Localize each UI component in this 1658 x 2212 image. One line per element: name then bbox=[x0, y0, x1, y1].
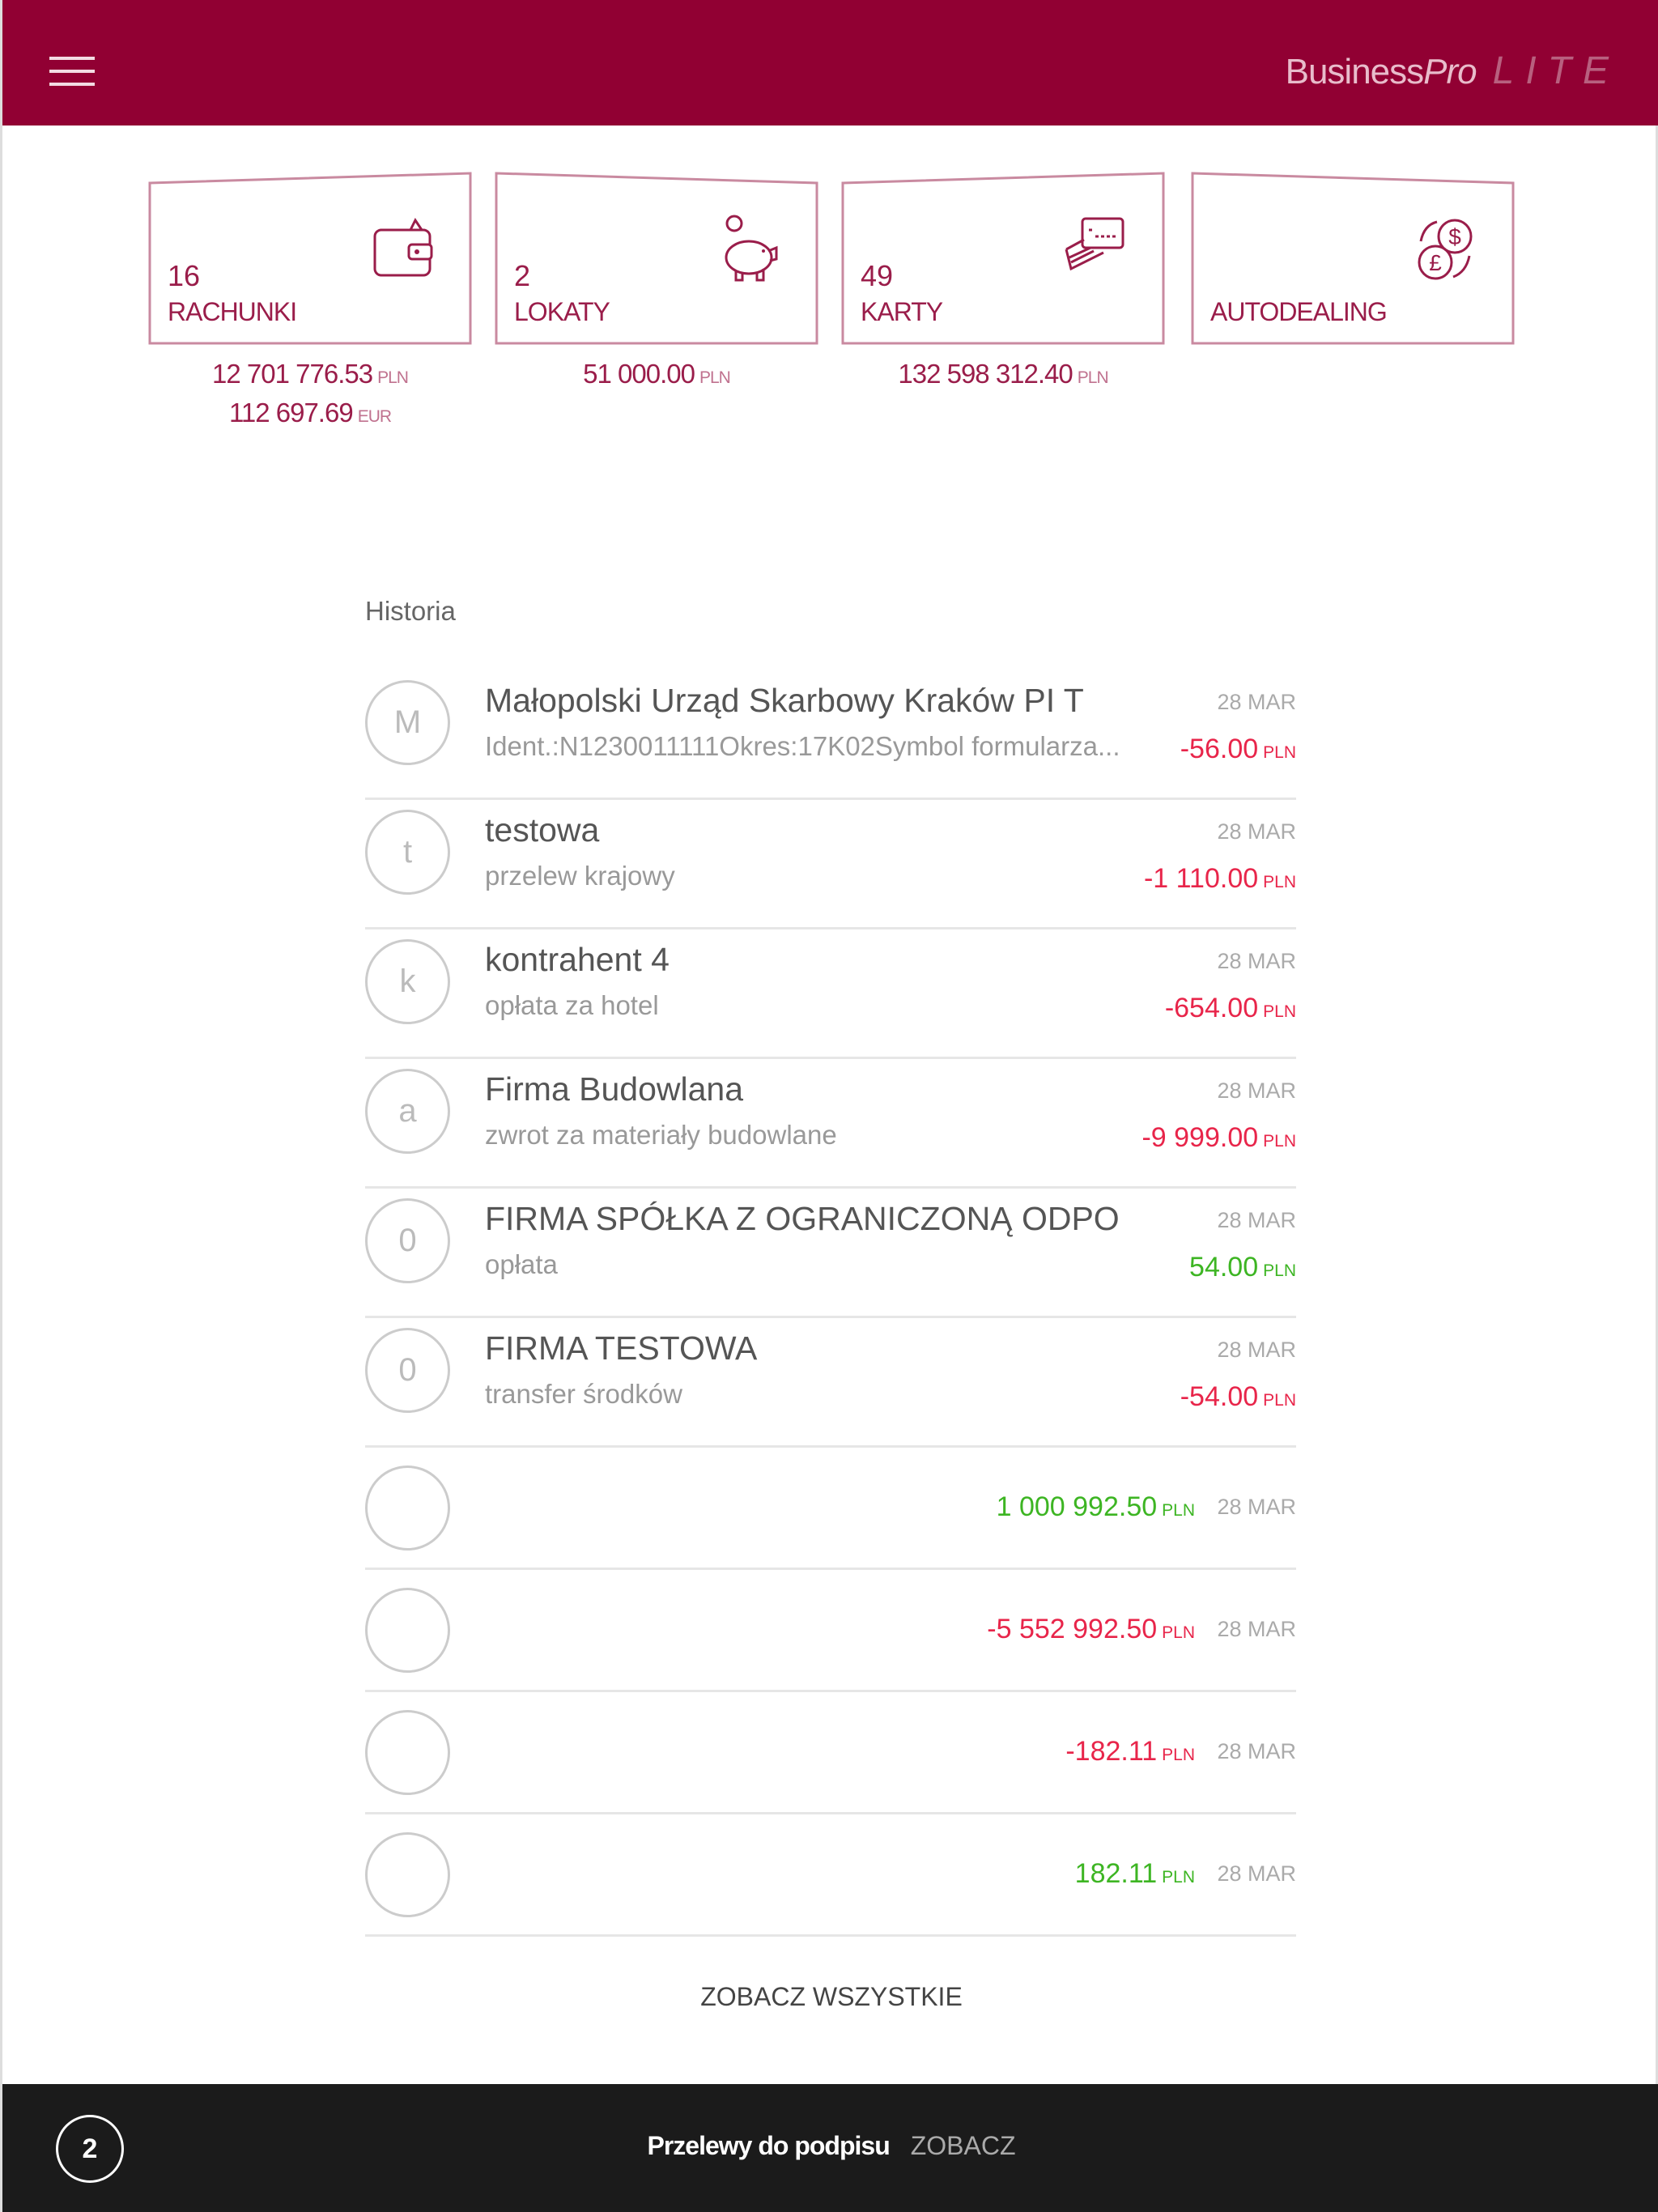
transaction-amount bbox=[987, 1614, 1195, 1645]
transaction-amount bbox=[997, 1491, 1195, 1523]
transaction-description: Ident.:N1230011111Okres:17K02Symbol formularza... bbox=[485, 731, 1120, 761]
amount-value: 132 598 312.40 bbox=[898, 359, 1073, 389]
amount-value: -1 110.00 bbox=[1143, 863, 1259, 894]
transaction-date: 28 MAR bbox=[1217, 949, 1296, 973]
amount-currency: PLN bbox=[1162, 1623, 1195, 1642]
currency-exchange-icon bbox=[1408, 214, 1479, 285]
contact-avatar: 0 bbox=[365, 1198, 450, 1283]
history-heading: Historia bbox=[365, 596, 456, 626]
tile-label: KARTY bbox=[861, 297, 943, 326]
contact-avatar bbox=[365, 1832, 450, 1917]
amount-value: -56.00 bbox=[1180, 734, 1259, 764]
amount-currency: PLN bbox=[1263, 1261, 1296, 1280]
tile-label: RACHUNKI bbox=[168, 297, 297, 326]
history-row[interactable] bbox=[365, 1318, 1296, 1448]
amount-currency: PLN bbox=[1162, 1746, 1195, 1764]
transaction-description: opłata bbox=[485, 1249, 558, 1279]
amount-value: 182.11 bbox=[1074, 1858, 1158, 1889]
history-row[interactable] bbox=[365, 1059, 1296, 1189]
amount-value: 1 000 992.50 bbox=[996, 1491, 1158, 1522]
tile-label: LOKATY bbox=[514, 297, 610, 326]
amount-value: -654.00 bbox=[1164, 993, 1259, 1023]
amount-value: -54.00 bbox=[1180, 1381, 1259, 1412]
transaction-date: 28 MAR bbox=[1217, 1495, 1296, 1519]
amount-currency: PLN bbox=[1077, 368, 1108, 387]
transaction-amount bbox=[1189, 1252, 1296, 1283]
amount-currency: PLN bbox=[1162, 1501, 1195, 1520]
amount-value: -182.11 bbox=[1065, 1736, 1158, 1767]
contact-avatar bbox=[365, 1710, 450, 1795]
transaction-description: zwrot za materiały budowlane bbox=[485, 1120, 837, 1150]
transaction-date: 28 MAR bbox=[1217, 1617, 1296, 1641]
tile-count: 49 bbox=[861, 259, 894, 292]
history-row[interactable] bbox=[365, 929, 1296, 1059]
transaction-description: transfer środków bbox=[485, 1379, 682, 1409]
svg-text:£: £ bbox=[1429, 250, 1442, 275]
amount-currency: PLN bbox=[1162, 1868, 1195, 1887]
transaction-amount bbox=[1075, 1858, 1195, 1890]
history-row[interactable] bbox=[365, 800, 1296, 929]
tile-amount bbox=[148, 359, 472, 389]
contact-avatar: a bbox=[365, 1069, 450, 1154]
tile-autodealing[interactable] bbox=[1191, 172, 1515, 345]
contact-avatar: k bbox=[365, 939, 450, 1024]
contact-avatar bbox=[365, 1588, 450, 1673]
amount-value: 12 701 776.53 bbox=[212, 359, 373, 389]
transaction-amount bbox=[1141, 1122, 1296, 1154]
history-row[interactable] bbox=[365, 670, 1296, 800]
transaction-amount bbox=[1065, 1736, 1195, 1767]
transaction-date: 28 MAR bbox=[1217, 1078, 1296, 1103]
transaction-date: 28 MAR bbox=[1217, 1861, 1296, 1886]
contact-avatar bbox=[365, 1465, 450, 1551]
amount-currency: PLN bbox=[1263, 743, 1296, 762]
transaction-title: Firma Budowlana bbox=[485, 1070, 744, 1108]
transaction-date: 28 MAR bbox=[1217, 690, 1296, 714]
transaction-description: przelew krajowy bbox=[485, 861, 675, 891]
tile-amount bbox=[841, 359, 1165, 389]
amount-currency: PLN bbox=[1263, 1391, 1296, 1410]
history-list bbox=[365, 670, 1296, 1937]
pending-transfers-label: Przelewy do podpisu bbox=[647, 2131, 890, 2160]
tile-lokaty[interactable] bbox=[495, 172, 818, 345]
tile-rachunki[interactable] bbox=[148, 172, 472, 345]
history-row[interactable] bbox=[365, 1692, 1296, 1814]
transaction-title: FIRMA TESTOWA bbox=[485, 1329, 758, 1367]
tile-amount bbox=[495, 359, 818, 389]
pending-see-button[interactable]: ZOBACZ bbox=[910, 2131, 1016, 2160]
transaction-title: kontrahent 4 bbox=[485, 941, 670, 978]
credit-cards-icon bbox=[1058, 214, 1129, 285]
wallet-icon bbox=[365, 214, 436, 285]
amount-currency: PLN bbox=[1263, 1132, 1296, 1151]
brand-name: Business bbox=[1285, 52, 1424, 91]
pending-count-badge[interactable]: 2 bbox=[56, 2115, 124, 2183]
contact-avatar: t bbox=[365, 810, 450, 895]
amount-value: 112 697.69 bbox=[228, 398, 353, 428]
transaction-date: 28 MAR bbox=[1217, 1739, 1296, 1763]
amount-currency: PLN bbox=[699, 368, 730, 387]
history-row[interactable] bbox=[365, 1814, 1296, 1937]
amount-currency: PLN bbox=[1263, 1002, 1296, 1021]
contact-avatar: M bbox=[365, 680, 450, 765]
tile-amount bbox=[148, 398, 472, 428]
amount-currency: EUR bbox=[357, 407, 392, 426]
tile-karty[interactable] bbox=[841, 172, 1165, 345]
transaction-date: 28 MAR bbox=[1217, 1208, 1296, 1232]
brand-pro: Pro bbox=[1423, 52, 1477, 91]
amount-value: -5 552 992.50 bbox=[987, 1614, 1158, 1644]
pending-signatures-bar bbox=[2, 2084, 1658, 2212]
tile-count: 16 bbox=[168, 259, 201, 292]
transaction-amount bbox=[1180, 734, 1296, 765]
transaction-date: 28 MAR bbox=[1217, 819, 1296, 844]
amount-value: 54.00 bbox=[1189, 1252, 1259, 1283]
amount-value: -9 999.00 bbox=[1141, 1122, 1259, 1153]
tile-label: AUTODEALING bbox=[1210, 297, 1387, 326]
transaction-amount bbox=[1144, 863, 1296, 895]
history-row[interactable] bbox=[365, 1448, 1296, 1570]
see-all-link[interactable]: ZOBACZ WSZYSTKIE bbox=[700, 1982, 963, 2011]
piggy-bank-icon bbox=[712, 214, 783, 285]
transaction-title: testowa bbox=[485, 811, 600, 849]
transaction-amount bbox=[1165, 993, 1296, 1024]
hamburger-menu-icon[interactable] bbox=[49, 57, 95, 89]
amount-value: 51 000.00 bbox=[583, 359, 695, 389]
transaction-description: opłata za hotel bbox=[485, 990, 659, 1020]
app-header bbox=[2, 0, 1658, 125]
contact-avatar: 0 bbox=[365, 1328, 450, 1413]
history-row[interactable] bbox=[365, 1570, 1296, 1692]
brand-lite: LITE bbox=[1492, 49, 1620, 92]
transaction-date: 28 MAR bbox=[1217, 1338, 1296, 1362]
amount-currency: PLN bbox=[377, 368, 408, 387]
transaction-title: FIRMA SPÓŁKA Z OGRANICZONĄ ODPO bbox=[485, 1200, 1120, 1237]
amount-currency: PLN bbox=[1263, 873, 1296, 891]
tile-count: 2 bbox=[514, 259, 531, 292]
transaction-amount bbox=[1180, 1381, 1296, 1413]
svg-text:$: $ bbox=[1448, 224, 1461, 249]
history-row[interactable] bbox=[365, 1189, 1296, 1318]
brand-logo bbox=[1286, 49, 1620, 93]
transaction-title: Małopolski Urząd Skarbowy Kraków PI T bbox=[485, 682, 1084, 719]
